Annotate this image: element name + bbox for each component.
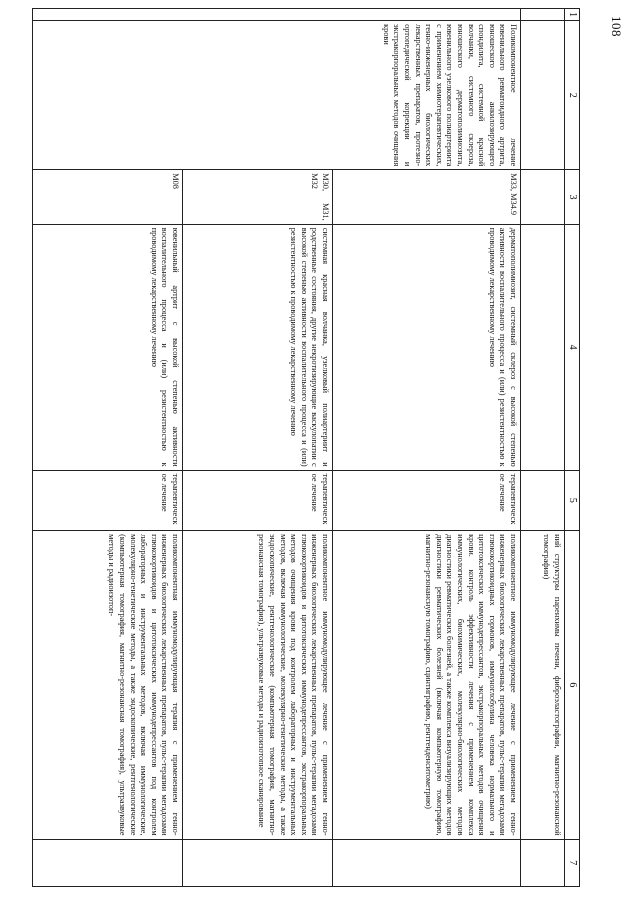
column-header: 6 bbox=[565, 531, 580, 839]
empty-cell bbox=[521, 9, 565, 21]
continuation-text: ний структуры паренхимы печени, фиброэластографии, магнитно-резонансной томографии) bbox=[521, 531, 565, 839]
treatment-type: терапевтическое лечение bbox=[333, 470, 521, 530]
empty-cell bbox=[521, 224, 565, 470]
empty-cell bbox=[521, 21, 565, 170]
column-header: 2 bbox=[565, 21, 580, 170]
diagnosis-code: M30, M31, M32 bbox=[183, 170, 333, 224]
diagnosis-text: ювенильный артрит с высокой степенью активности воспалительного процесса и (или) резистентностью к проводимому лекарственному лечению bbox=[33, 224, 183, 470]
empty-cell bbox=[521, 470, 565, 530]
table-row bbox=[333, 9, 521, 887]
empty-cell bbox=[333, 839, 521, 886]
treatment-table bbox=[32, 8, 580, 887]
diagnosis-code: M08 bbox=[33, 170, 183, 224]
number-cell bbox=[33, 9, 521, 21]
column-header: 5 bbox=[565, 470, 580, 530]
page-number: 108 bbox=[609, 16, 624, 37]
empty-cell bbox=[521, 839, 565, 886]
empty-cell bbox=[521, 170, 565, 224]
continuation-row bbox=[521, 9, 565, 887]
column-header: 4 bbox=[565, 224, 580, 470]
treatment-type: терапевтическое лечение bbox=[183, 470, 333, 530]
treatment-type: терапевтическое лечение bbox=[33, 470, 183, 530]
column-header: 1 bbox=[565, 9, 580, 21]
diagnosis-text: дерматополимиозит, системный склероз с высокой степенью активности воспалительного процесса и (или) резистентностью к проводимому лекарственному лечению bbox=[333, 224, 521, 470]
empty-cell bbox=[33, 839, 183, 886]
column-header: 7 bbox=[565, 839, 580, 886]
treatment-method: поликомпонентное иммуномодулирующее лечение с применением генно-инженерных биологических лекарственных препаратов, пульс-терапии мегадозами глюкокортикоидов и цитотоксических иммунодепрессантов, экстракорпоральных методов очищения крови под контролем лабораторных и инструментальных методов, включая иммунологические, молекулярно-генетические методы, а также эндоскопические, рентгенологические (компьютерная томография, магнитно-резонансная томография), ультразвуковые методы и радиоизотопное сканирование bbox=[183, 531, 333, 839]
diagnosis-text: системная красная волчанка, узелковый полиартериит и родственные состояния, другие некротизирующие васкулопатии с высокой степенью активности воспалительного процесса и (или) резистентностью к проводимому лекарственному лечению bbox=[183, 224, 333, 470]
group-description: Поликомпонентное лечение ювенильного ревматоидного артрита, юношеского анкилозирующего спондилита, системной красной волчанки, системного склероза, юношеского дерматополимиозита, ювенильного узелкового полиартериита с применением химиотерапевтических, генно-инженерных биологических лекарственных препаратов, протезно-ортопедической коррекции и экстракорпоральных методов очищения крови bbox=[33, 21, 521, 170]
column-header: 3 bbox=[565, 170, 580, 224]
column-header-row bbox=[565, 9, 580, 887]
treatment-method: поликомпонентная иммуномодулирующая терапия с применением генно-инженерных биологических лекарственных препаратов, пульс-терапии мегадозами глюкокортикоидов и цитотоксических иммунодепрессантов под контролем лабораторных и инструментальных методов, включая иммунологические, молекулярно-генетические методы, а также эндоскопические, рентгенологические (компьютерная томография, магнитно-резонансная томография), ультразвуковые методы и радиоизотоп- bbox=[33, 531, 183, 839]
empty-cell bbox=[183, 839, 333, 886]
treatment-method: поликомпонентное иммуномодулирующее лечение с применением генно-инженерных биологических лекарственных препаратов, пульс-терапии мегадозами глюкокортикоидных гормонов, иммуноглобулина человека нормального и цитотоксических иммунодепрессантов, экстракорпоральных методов очищения крови. контроль эффективности лечения с применением комплекса иммунологических, биохимических, молекулярно-биологических методов диагностики ревматических болезней, а также комплекса визуализирующих методов диагностики ревматических болезней (включая компьютерную томографию, магнитно-резонансную томографию, сцинтиграфию, рентгенденситометрию) bbox=[333, 531, 521, 839]
diagnosis-code: M33, M34.9 bbox=[333, 170, 521, 224]
